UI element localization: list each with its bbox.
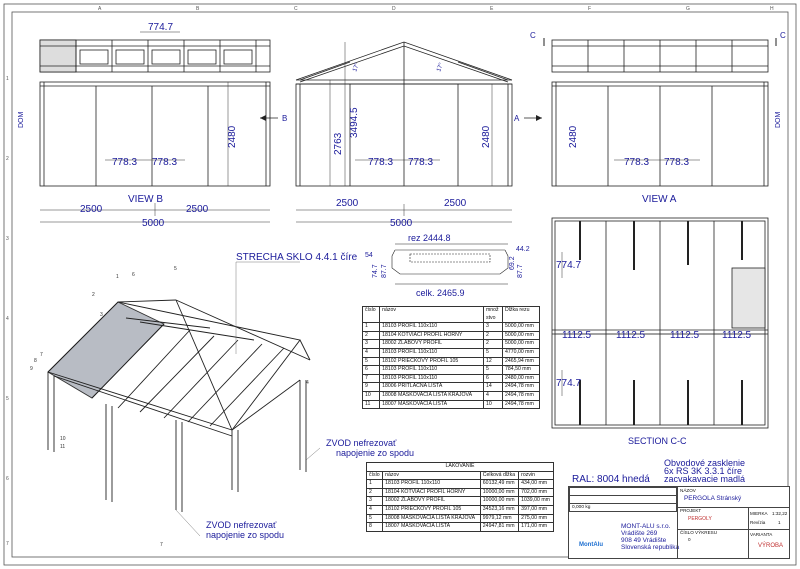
company-name: MONT-ALU s.r.o. <box>621 523 671 530</box>
tb-empty <box>570 496 677 504</box>
frame-letter: A <box>98 6 102 12</box>
front-view <box>296 42 512 186</box>
balloon: 6 <box>132 272 135 278</box>
frame-letter: H <box>770 6 774 12</box>
profile-dim-44-2: 44.2 <box>516 246 530 253</box>
parts-table <box>362 306 540 409</box>
parts-header-cislo: číslo <box>363 307 380 323</box>
view-a-title: VIEW A <box>642 194 677 205</box>
cell: 6 <box>363 366 380 375</box>
cell: 275,00 mm <box>519 514 554 523</box>
cell: 18002 ŽLABOVY PROFIL <box>380 340 484 349</box>
profile-dim-87-7a: 87.7 <box>381 264 388 278</box>
cell: 10000,00 mm <box>480 497 518 506</box>
table-row <box>367 514 554 523</box>
profile-total-length: celk. 2465.9 <box>416 288 465 298</box>
cell: 702,00 mm <box>519 488 554 497</box>
tb-mierka-label: MIERKA <box>750 511 768 516</box>
dim-2763: 2763 <box>333 132 344 155</box>
dim-2500-f1: 2500 <box>336 198 359 209</box>
zvod-note-1-line2: napojenie zo spodu <box>336 448 415 458</box>
company-logo-text: MontAlu <box>579 542 603 548</box>
table-row <box>367 523 554 532</box>
cell: 18103 PROFIL 110x110 <box>380 348 484 357</box>
cell: 2494,78 mm <box>502 383 539 392</box>
cell: 2494,78 mm <box>502 391 539 400</box>
cell: 18103 PROFIL 110x110 <box>383 480 481 489</box>
dim-1112-5-3: 1112.5 <box>670 330 700 341</box>
cell: 3 <box>367 497 383 506</box>
table-row <box>363 323 540 332</box>
profile-dim-69-2: 69.2 <box>509 256 516 270</box>
balloon: 11 <box>60 444 66 450</box>
frame-number: 2 <box>6 156 9 162</box>
tb-varianta-value: VÝROBA <box>758 543 784 549</box>
tb-cislo-value: 0 <box>688 537 691 542</box>
table-row <box>367 505 554 514</box>
section-cc <box>552 218 768 428</box>
frame-letter: G <box>686 6 690 12</box>
table-row <box>363 383 540 392</box>
glazing-note-1: Obvodové zasklenie <box>664 458 746 468</box>
dim-5000-f: 5000 <box>390 218 413 229</box>
table-row <box>363 331 540 340</box>
frame-letter: C <box>294 6 298 12</box>
cell: 2494,78 mm <box>502 400 539 409</box>
tb-revizia-value: 1 <box>778 520 781 525</box>
cell: 10000,00 mm <box>480 488 518 497</box>
balloon: 1 <box>116 274 119 280</box>
dom-label-right: DOM <box>775 111 782 128</box>
dim-778-3-a2: 778.3 <box>664 157 690 168</box>
table-row <box>363 374 540 383</box>
paint-header-rozvin: rozvin <box>519 471 554 480</box>
tb-cislo-label: ČÍSLO VÝKRESU <box>680 530 718 535</box>
cell: 171,00 mm <box>519 523 554 532</box>
ral-note: RAL: 8004 hnedá <box>572 474 650 485</box>
cell: 18103 PROFIL 110x110 <box>380 374 484 383</box>
tb-revizia-label: Revízia <box>750 520 766 525</box>
cell: 18102 PRIECKOVY PROFIL 105 <box>383 505 481 514</box>
cell: 60132,49 mm <box>480 480 518 489</box>
zvod-note-2-line2: napojenie zo spodu <box>206 530 285 540</box>
company-address-3: Slovenská republika <box>621 544 680 551</box>
cell: 1 <box>367 480 383 489</box>
frame-number: 1 <box>6 76 9 82</box>
zvod-note-2-line1: ZVOD nefrezovať <box>206 520 277 530</box>
frame-number: 7 <box>6 541 9 547</box>
frame-number: 4 <box>6 316 9 322</box>
profile-dim-74-7: 74.7 <box>372 264 379 278</box>
dim-774-7-b: 774.7 <box>148 22 174 33</box>
title-block <box>568 486 790 559</box>
balloons <box>30 266 309 548</box>
cell: 5000,00 mm <box>502 331 539 340</box>
cell: 2 <box>483 340 502 349</box>
cell: 1 <box>363 323 380 332</box>
tb-nazov-value: PERGOLA Stránský <box>684 495 742 502</box>
dim-3494-5: 3494.5 <box>349 107 360 138</box>
cell: 9 <box>363 383 380 392</box>
view-marker-a-label: A <box>514 114 520 123</box>
paint-header-cislo: číslo <box>367 471 383 480</box>
cell: 18002 ŽLABOVY PROFIL <box>383 497 481 506</box>
isometric-view <box>48 300 310 512</box>
section-cc-title: SECTION C-C <box>628 436 687 446</box>
cell: 4770,00 mm <box>502 348 539 357</box>
frame-letter: D <box>392 6 396 12</box>
cell: 2465,94 mm <box>502 357 539 366</box>
angle-17-right: 17° <box>436 62 445 73</box>
cell: 2 <box>483 331 502 340</box>
zvod-note-1-line1: ZVOD nefrezovať <box>326 438 397 448</box>
cell: 1039,00 mm <box>519 497 554 506</box>
dim-778-3-f1: 778.3 <box>368 157 394 168</box>
cell: 2480,00 mm <box>502 374 539 383</box>
cell: 14 <box>483 383 502 392</box>
cell: 18008 MASKOVACIA LISTA KRAJOVA <box>380 391 484 400</box>
cell: 18007 MASKOVACIA LISTA <box>380 400 484 409</box>
section-marks-cc <box>530 31 786 46</box>
cell: 10 <box>483 400 502 409</box>
dim-774-7-cc-bottom: 774.7 <box>556 378 582 389</box>
cell: 18102 PRIECKOVY PROFIL 105 <box>380 357 484 366</box>
dim-2480-b: 2480 <box>227 125 238 148</box>
tb-mierka-value: 1:32,22 <box>772 511 788 516</box>
cell: 5 <box>483 366 502 375</box>
cell: 4 <box>367 505 383 514</box>
view-b-title: VIEW B <box>128 194 164 205</box>
cell: 2 <box>363 331 380 340</box>
table-row <box>363 391 540 400</box>
title-block-left <box>569 487 677 512</box>
tb-varianta-label: VARIANTA <box>750 532 773 537</box>
cell: 10 <box>363 391 380 400</box>
glazing-note-2: 6x RS 3K 3.3.1 číre <box>664 466 743 476</box>
paint-table <box>366 462 554 532</box>
cell: 4 <box>363 348 380 357</box>
parts-header-nazov: názov <box>380 307 484 323</box>
tb-projekt-value: PERGOLY <box>688 516 712 522</box>
company-address-2: 908 49 Vrádište <box>621 537 667 544</box>
table-row <box>363 348 540 357</box>
cell: 5 <box>367 514 383 523</box>
balloon: 7 <box>160 542 163 548</box>
dim-5000-b: 5000 <box>142 218 165 229</box>
section-mark-c-right: C <box>780 31 786 40</box>
table-row <box>367 488 554 497</box>
parts-header-dlzka: Dĺžka rezu <box>502 307 539 323</box>
cell: 18103 PROFIL 110x110 <box>380 323 484 332</box>
cell: 3 <box>483 323 502 332</box>
cell: 34523,16 mm <box>480 505 518 514</box>
cell: 9979,12 mm <box>480 514 518 523</box>
paint-header-dlzka: Celková dĺžka <box>480 471 518 480</box>
company-address-1: Vrádište 269 <box>621 530 658 537</box>
leader-lines <box>176 262 320 536</box>
dim-1112-5-4: 1112.5 <box>722 330 752 341</box>
table-row <box>367 497 554 506</box>
paint-header-nazov: názov <box>383 471 481 480</box>
table-row <box>367 480 554 489</box>
cell: 18008 MASKOVACIA LISTA KRAJOVA <box>383 514 481 523</box>
profile-dim-54: 54 <box>365 252 373 259</box>
glazing-note-3: zacvakavacie madlá <box>664 474 746 484</box>
cell: 397,00 mm <box>519 505 554 514</box>
dim-778-3-b2: 778.3 <box>152 157 178 168</box>
dim-778-3-b1: 778.3 <box>112 157 138 168</box>
cell: 8 <box>367 523 383 532</box>
dim-2500-b2: 2500 <box>186 204 209 215</box>
parts-header-mnozstvo: množ stvo <box>483 307 502 323</box>
paint-table-title: LAKOVANIE <box>367 463 554 472</box>
cell: 5000,00 mm <box>502 340 539 349</box>
profile-cut-length: rez 2444.8 <box>408 233 451 243</box>
table-row <box>363 400 540 409</box>
frame-letter: E <box>490 6 494 12</box>
cell: 3 <box>363 340 380 349</box>
dim-2500-b1: 2500 <box>80 204 103 215</box>
balloon: 10 <box>60 436 66 442</box>
table-row <box>363 366 540 375</box>
dim-2480-front: 2480 <box>481 125 492 148</box>
roof-glass-note: STRECHA SKLO 4.4.1 číre <box>236 252 358 263</box>
tb-nazov-label: NÁZOV <box>680 488 696 493</box>
cell: 18104 KOTVIACI PROFIL HORNY <box>380 331 484 340</box>
profile-dim-87-7b: 87.7 <box>517 264 524 278</box>
cell: 18103 PROFIL 110x110 <box>380 366 484 375</box>
tb-empty <box>570 488 677 496</box>
frame-number: 3 <box>6 236 9 242</box>
balloon: 4 <box>306 380 309 386</box>
dim-1112-5-2: 1112.5 <box>616 330 646 341</box>
table-row <box>363 357 540 366</box>
view-a <box>552 40 768 186</box>
cell: 5 <box>363 357 380 366</box>
cell: 5 <box>483 348 502 357</box>
profile-detail <box>392 244 508 284</box>
section-mark-c-left: C <box>530 31 536 40</box>
view-marker-b <box>260 114 287 123</box>
table-row <box>363 340 540 349</box>
cell: 18006 PRITLACNA LISTA <box>380 383 484 392</box>
frame-letter: F <box>588 6 592 12</box>
frame-number: 6 <box>6 476 9 482</box>
parts-table-header <box>363 307 540 323</box>
cell: 18104 KOTVIACI PROFIL HORNY <box>383 488 481 497</box>
balloon: 3 <box>100 312 103 318</box>
paint-table-header <box>367 471 554 480</box>
cell: 7 <box>363 374 380 383</box>
cell: 12 <box>483 357 502 366</box>
cell: 11 <box>363 400 380 409</box>
dim-2480-a: 2480 <box>568 125 579 148</box>
balloon: 5 <box>174 266 177 272</box>
cell: 784,50 mm <box>502 366 539 375</box>
cell: 434,00 mm <box>519 480 554 489</box>
dim-774-7-cc-top: 774.7 <box>556 260 582 271</box>
angle-17-left: 17° <box>352 62 361 73</box>
cell: 5000,00 mm <box>502 323 539 332</box>
dim-778-3-f2: 778.3 <box>408 157 434 168</box>
tb-weight: 0,000 kg <box>570 504 677 512</box>
balloon: 7 <box>40 352 43 358</box>
cell: 4 <box>483 391 502 400</box>
cell: 2 <box>367 488 383 497</box>
balloon: 2 <box>92 292 95 298</box>
view-marker-a <box>514 114 542 123</box>
frame-number: 5 <box>6 396 9 402</box>
paint-table-title-row <box>367 463 554 472</box>
balloon: 9 <box>30 366 33 372</box>
dim-778-3-a1: 778.3 <box>624 157 650 168</box>
cell: 18007 MASKOVACIA LISTA <box>383 523 481 532</box>
dim-2500-f2: 2500 <box>444 198 467 209</box>
dim-1112-5-1: 1112.5 <box>562 330 592 341</box>
view-marker-b-label: B <box>282 114 288 123</box>
dom-label-left: DOM <box>18 111 25 128</box>
cell: 6 <box>483 374 502 383</box>
tb-right <box>677 487 790 558</box>
balloon: 8 <box>34 358 37 364</box>
tb-projekt-label: PROJEKT <box>680 508 702 513</box>
cell: 24947,81 mm <box>480 523 518 532</box>
frame-letter: B <box>196 6 200 12</box>
